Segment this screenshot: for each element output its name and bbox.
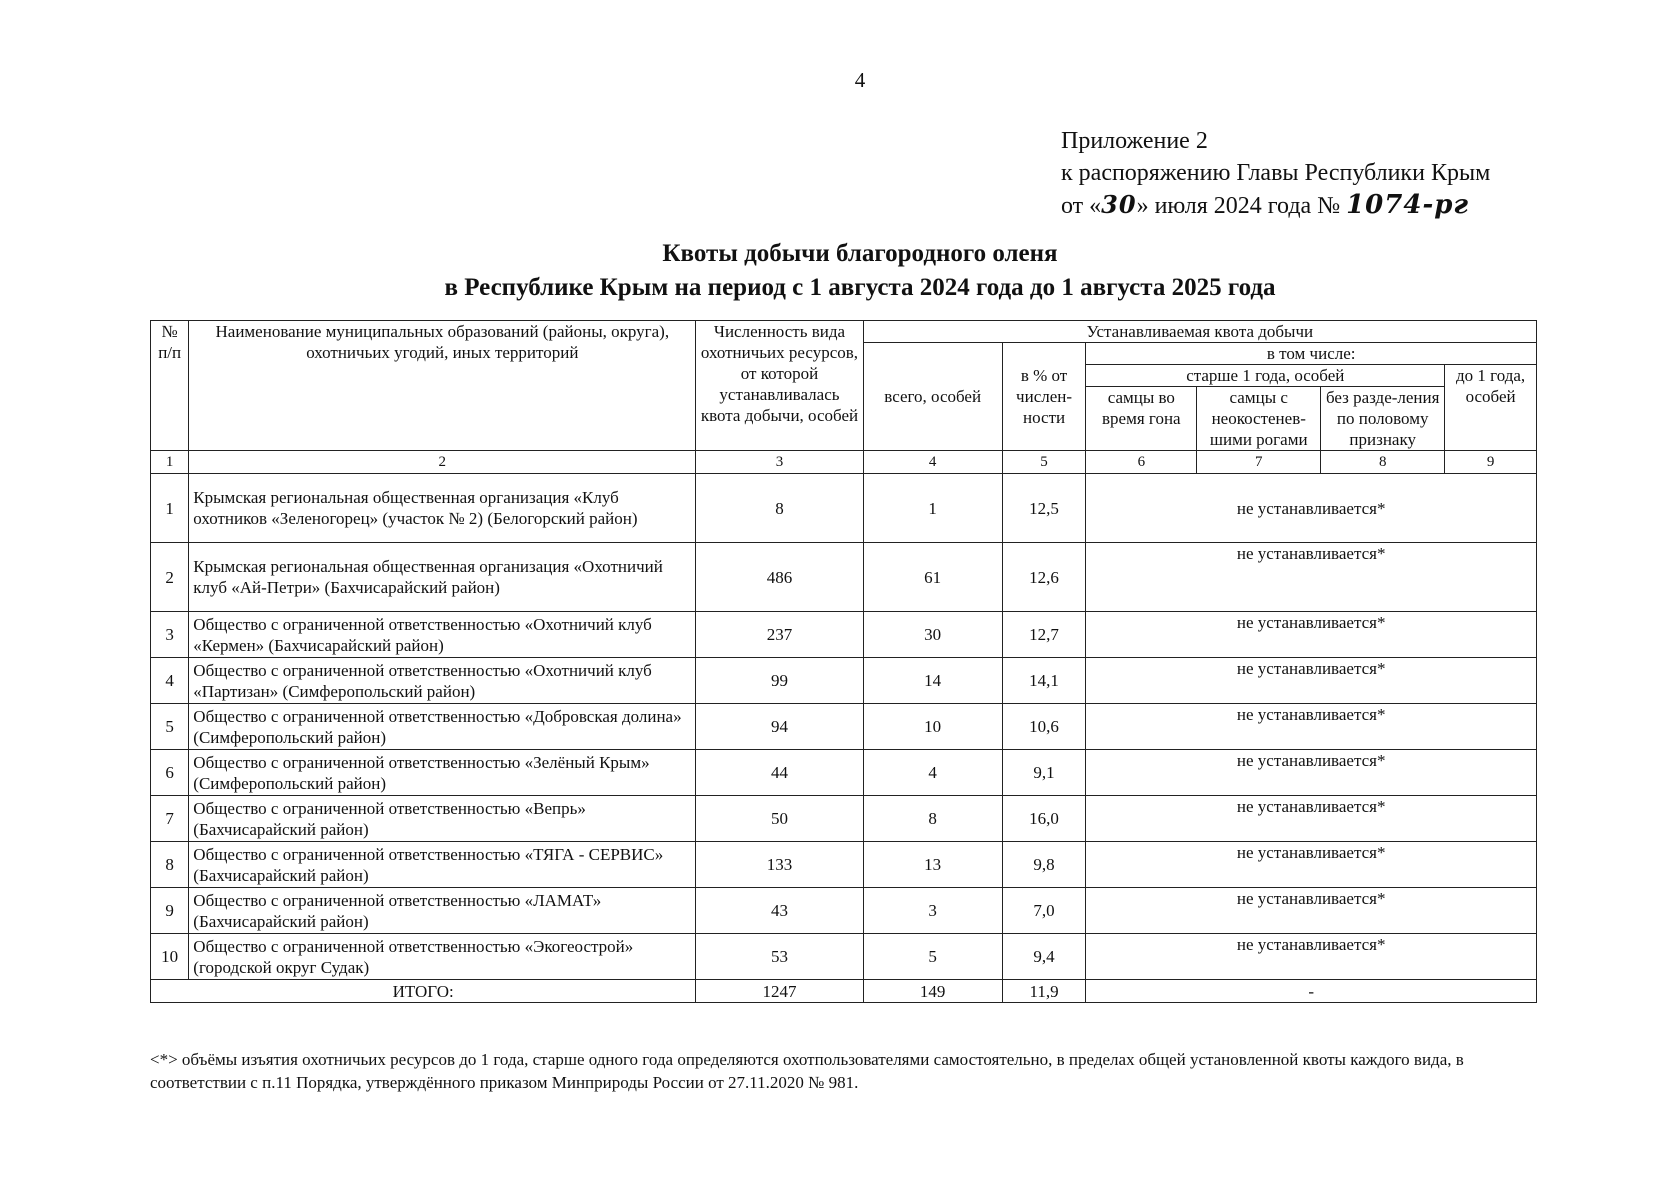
row-total: 30 — [863, 612, 1002, 658]
row-number: 10 — [151, 934, 189, 980]
appendix-title: Приложение 2 — [1061, 128, 1208, 154]
row-number: 4 — [151, 658, 189, 704]
row-percent: 12,5 — [1002, 474, 1086, 543]
row-number: 1 — [151, 474, 189, 543]
row-name: Общество с ограниченной ответственностью «Вепрь» (Бахчисарайский район) — [189, 796, 696, 842]
quota-table — [150, 320, 1537, 1003]
row-name: Общество с ограниченной ответственностью «Охотничий клуб «Партизан» (Симферопольский район) — [189, 658, 696, 704]
table-row — [151, 612, 1537, 658]
column-number: 5 — [1002, 451, 1086, 474]
row-note: не устанавливается* — [1086, 934, 1537, 980]
row-number: 5 — [151, 704, 189, 750]
row-name: Крымская региональная общественная организация «Охотничий клуб «Ай-Петри» (Бахчисарайский район) — [189, 543, 696, 612]
row-total: 10 — [863, 704, 1002, 750]
appendix-block — [1061, 125, 1490, 222]
table-row — [151, 934, 1537, 980]
row-name: Общество с ограниченной ответственностью «Экогеострой» (городской округ Судак) — [189, 934, 696, 980]
table-row — [151, 543, 1537, 612]
header-males-rut: самцы во время гона — [1086, 387, 1197, 451]
header-males-antlers: самцы с неокостенев-шими рогами — [1197, 387, 1321, 451]
row-total: 1 — [863, 474, 1002, 543]
column-number: 4 — [863, 451, 1002, 474]
row-total: 14 — [863, 658, 1002, 704]
row-percent: 9,8 — [1002, 842, 1086, 888]
row-population: 50 — [696, 796, 863, 842]
column-number-row — [151, 451, 1537, 474]
column-number: 3 — [696, 451, 863, 474]
header-name: Наименование муниципальных образований (районы, округа), охотничьих угодий, иных территорий — [189, 321, 696, 451]
table-row — [151, 658, 1537, 704]
column-number: 6 — [1086, 451, 1197, 474]
page-number: 4 — [854, 68, 866, 92]
table-row — [151, 750, 1537, 796]
header-population: Численность вида охотничьих ресурсов, от которой устанавливалась квота добычи, особей — [696, 321, 863, 451]
row-total: 4 — [863, 750, 1002, 796]
row-number: 7 — [151, 796, 189, 842]
row-percent: 7,0 — [1002, 888, 1086, 934]
total-label: ИТОГО: — [151, 980, 696, 1003]
row-note: не устанавливается* — [1086, 842, 1537, 888]
row-name: Общество с ограниченной ответственностью «ТЯГА - СЕРВИС» (Бахчисарайский район) — [189, 842, 696, 888]
total-note: - — [1086, 980, 1537, 1003]
header-under-one: до 1 года, особей — [1445, 365, 1537, 451]
table-row — [151, 842, 1537, 888]
row-name: Общество с ограниченной ответственностью «Охотничий клуб «Кермен» (Бахчисарайский район) — [189, 612, 696, 658]
date-prefix: от « — [1061, 193, 1102, 219]
appendix-date-line — [1061, 189, 1490, 222]
row-name: Крымская региональная общественная организация «Клуб охотников «Зеленогорец» (участок № 2) (Белогорский район) — [189, 474, 696, 543]
column-number: 2 — [189, 451, 696, 474]
row-number: 8 — [151, 842, 189, 888]
row-total: 61 — [863, 543, 1002, 612]
column-number: 1 — [151, 451, 189, 474]
row-total: 5 — [863, 934, 1002, 980]
row-percent: 14,1 — [1002, 658, 1086, 704]
row-number: 3 — [151, 612, 189, 658]
row-population: 94 — [696, 704, 863, 750]
row-note: не устанавливается* — [1086, 474, 1537, 543]
row-note: не устанавливается* — [1086, 704, 1537, 750]
header-percent: в % от числен-ности — [1002, 343, 1086, 451]
total-population: 1247 — [696, 980, 863, 1003]
row-note: не устанавливается* — [1086, 750, 1537, 796]
row-note: не устанавливается* — [1086, 543, 1537, 612]
row-percent: 16,0 — [1002, 796, 1086, 842]
date-suffix: » июля 2024 года № — [1136, 193, 1341, 219]
column-number: 9 — [1445, 451, 1537, 474]
row-note: не устанавливается* — [1086, 612, 1537, 658]
row-number: 9 — [151, 888, 189, 934]
row-total: 3 — [863, 888, 1002, 934]
appendix-order-ref: к распоряжению Главы Республики Крым — [1061, 160, 1491, 186]
row-note: не устанавливается* — [1086, 796, 1537, 842]
row-note: не устанавливается* — [1086, 888, 1537, 934]
header-including: в том числе: — [1086, 343, 1537, 365]
row-name: Общество с ограниченной ответственностью «ЛАМАТ» (Бахчисарайский район) — [189, 888, 696, 934]
total-quota: 149 — [863, 980, 1002, 1003]
header-older: старше 1 года, особей — [1086, 365, 1445, 387]
row-number: 6 — [151, 750, 189, 796]
total-row — [151, 980, 1537, 1003]
row-population: 237 — [696, 612, 863, 658]
row-population: 8 — [696, 474, 863, 543]
row-number: 2 — [151, 543, 189, 612]
table-row — [151, 796, 1537, 842]
row-population: 43 — [696, 888, 863, 934]
handwritten-day: 30 — [1101, 190, 1137, 219]
row-note: не устанавливается* — [1086, 658, 1537, 704]
header-no-sex: без разде-ления по половому признаку — [1321, 387, 1445, 451]
row-population: 99 — [696, 658, 863, 704]
table-row — [151, 888, 1537, 934]
column-number: 7 — [1197, 451, 1321, 474]
row-total: 13 — [863, 842, 1002, 888]
row-population: 486 — [696, 543, 863, 612]
document-title-line2: в Республике Крым на период с 1 августа 2024 года до 1 августа 2025 года — [444, 274, 1276, 301]
row-population: 53 — [696, 934, 863, 980]
header-quota-group: Устанавливаемая квота добычи — [863, 321, 1536, 343]
footnote: <*> объёмы изъятия охотничьих ресурсов до 1 года, старше одного года определяются охотпользователями самостоятельно, в пределах общей установленной квоты каждого вида, в соответствии с п.11 Порядка, утверждённого приказом Минприроды России от 27.11.2020 № 981. — [150, 1050, 1464, 1092]
table-row — [151, 474, 1537, 543]
row-name: Общество с ограниченной ответственностью «Зелёный Крым» (Симферопольский район) — [189, 750, 696, 796]
row-percent: 9,1 — [1002, 750, 1086, 796]
row-percent: 9,4 — [1002, 934, 1086, 980]
header-num: № п/п — [151, 321, 189, 451]
column-number: 8 — [1321, 451, 1445, 474]
row-percent: 12,7 — [1002, 612, 1086, 658]
row-population: 44 — [696, 750, 863, 796]
row-name: Общество с ограниченной ответственностью «Добровская долина» (Симферопольский район) — [189, 704, 696, 750]
row-percent: 10,6 — [1002, 704, 1086, 750]
row-total: 8 — [863, 796, 1002, 842]
total-percent: 11,9 — [1002, 980, 1086, 1003]
handwritten-doc-number: 1074-рг — [1346, 190, 1470, 220]
row-population: 133 — [696, 842, 863, 888]
row-percent: 12,6 — [1002, 543, 1086, 612]
document-title-line1: Квоты добычи благородного оленя — [662, 240, 1058, 267]
header-total: всего, особей — [863, 343, 1002, 451]
table-row — [151, 704, 1537, 750]
